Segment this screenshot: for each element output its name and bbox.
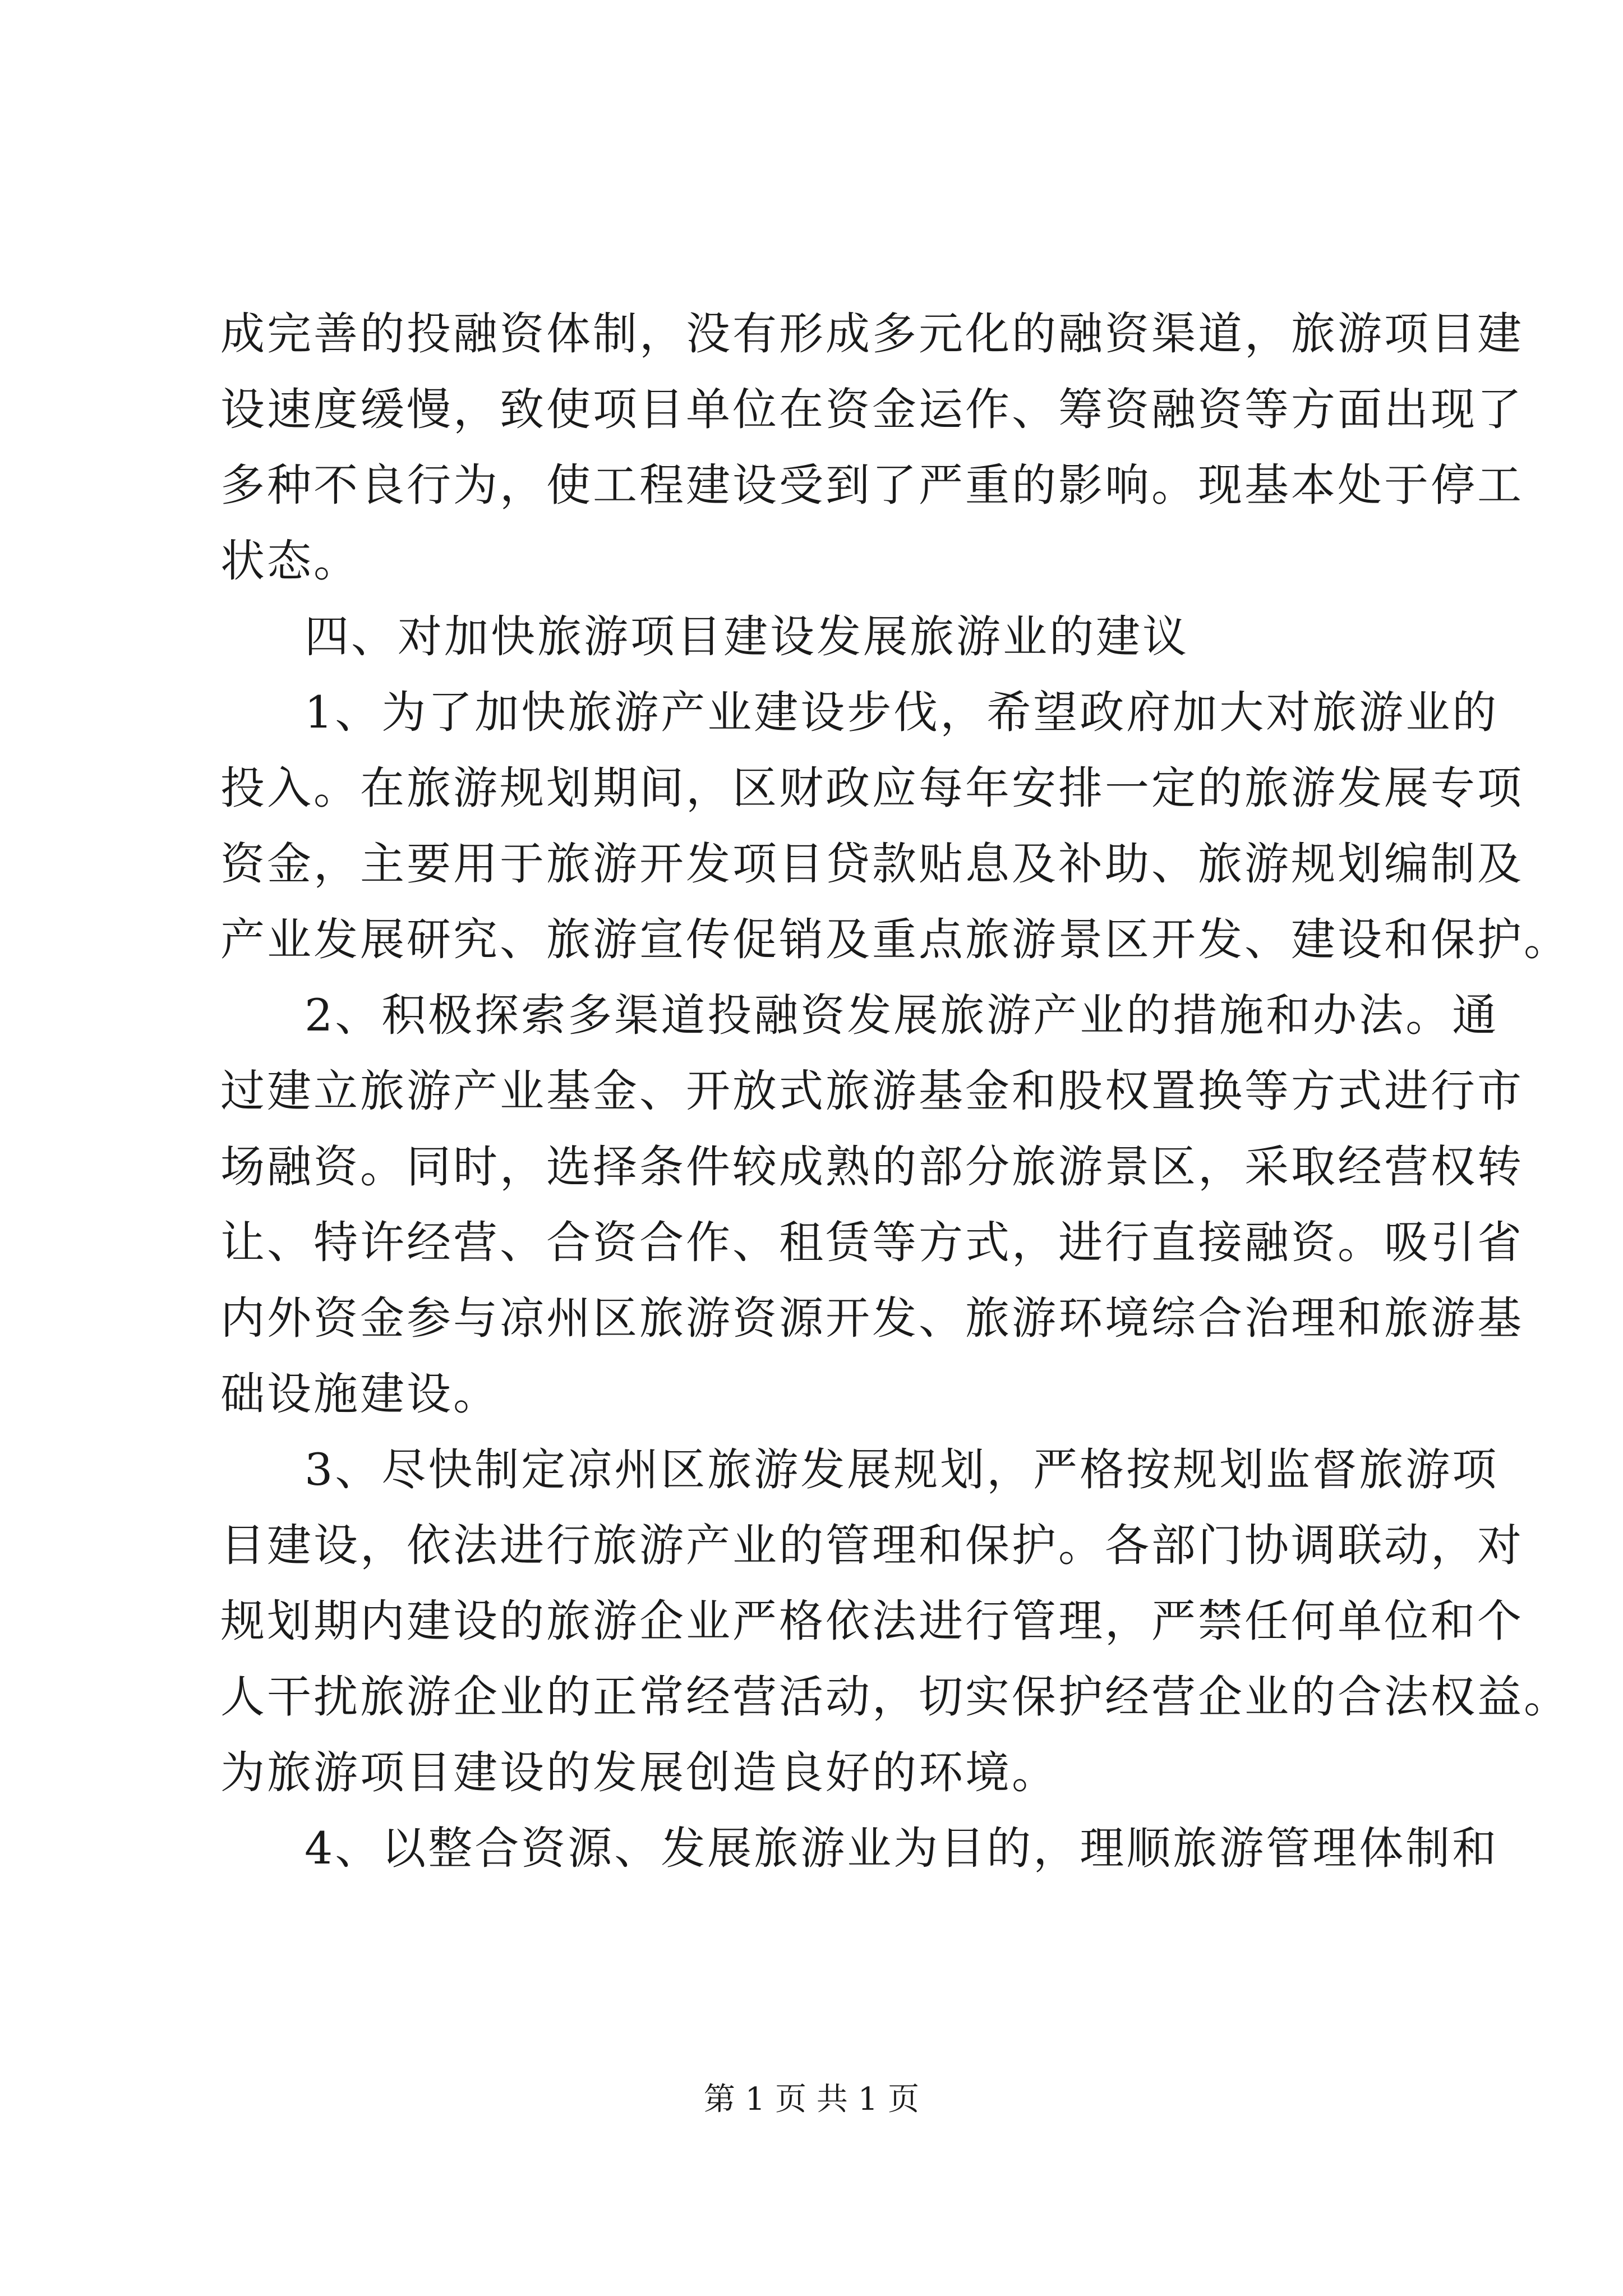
section-heading: 四、对加快旅游项目建设发展旅游业的建议 — [305, 611, 1189, 662]
body-line-2: 设速度缓慢，致使项目单位在资金运作、筹资融资等方面出现了 — [220, 384, 1524, 435]
paragraph-1-line-4: 产业发展研究、旅游宣传促销及重点旅游景区开发、建设和保护。 — [220, 914, 1570, 965]
body-line-1: 成完善的投融资体制，没有形成多元化的融资渠道，旅游项目建 — [220, 308, 1524, 360]
paragraph-2-line-4: 让、特许经营、合资合作、租赁等方式，进行直接融资。吸引省 — [220, 1217, 1524, 1268]
paragraph-1-line-1: 1、为了加快旅游产业建设步伐，希望政府加大对旅游业的 — [305, 687, 1499, 738]
paragraph-1-line-3: 资金，主要用于旅游开发项目贷款贴息及补助、旅游规划编制及 — [220, 838, 1524, 890]
paragraph-2-line-6: 础设施建设。 — [220, 1368, 500, 1420]
paragraph-4-line-1: 4、以整合资源、发展旅游业为目的，理顺旅游管理体制和 — [305, 1823, 1499, 1874]
paragraph-2-line-3: 场融资。同时，选择条件较成熟的部分旅游景区，采取经营权转 — [220, 1141, 1524, 1193]
paragraph-3-line-1: 3、尽快制定凉州区旅游发展规划，严格按规划监督旅游项 — [305, 1444, 1499, 1496]
paragraph-2-line-2: 过建立旅游产业基金、开放式旅游基金和股权置换等方式进行市 — [220, 1065, 1524, 1117]
paragraph-3-line-5: 为旅游项目建设的发展创造良好的环境。 — [220, 1747, 1058, 1798]
page-footer: 第 1 页 共 1 页 — [703, 2081, 920, 2118]
body-line-3: 多种不良行为，使工程建设受到了严重的影响。现基本处于停工 — [220, 459, 1524, 511]
paragraph-3-line-3: 规划期内建设的旅游企业严格依法进行管理，严禁任何单位和个 — [220, 1595, 1524, 1647]
paragraph-2-line-1: 2、积极探索多渠道投融资发展旅游产业的措施和办法。通 — [305, 990, 1499, 1041]
paragraph-3-line-2: 目建设，依法进行旅游产业的管理和保护。各部门协调联动，对 — [220, 1520, 1524, 1571]
paragraph-3-line-4: 人干扰旅游企业的正常经营活动，切实保护经营企业的合法权益。 — [220, 1671, 1570, 1723]
body-line-4: 状态。 — [220, 535, 360, 587]
paragraph-1-line-2: 投入。在旅游规划期间，区财政应每年安排一定的旅游发展专项 — [220, 762, 1524, 814]
paragraph-2-line-5: 内外资金参与凉州区旅游资源开发、旅游环境综合治理和旅游基 — [220, 1292, 1524, 1344]
